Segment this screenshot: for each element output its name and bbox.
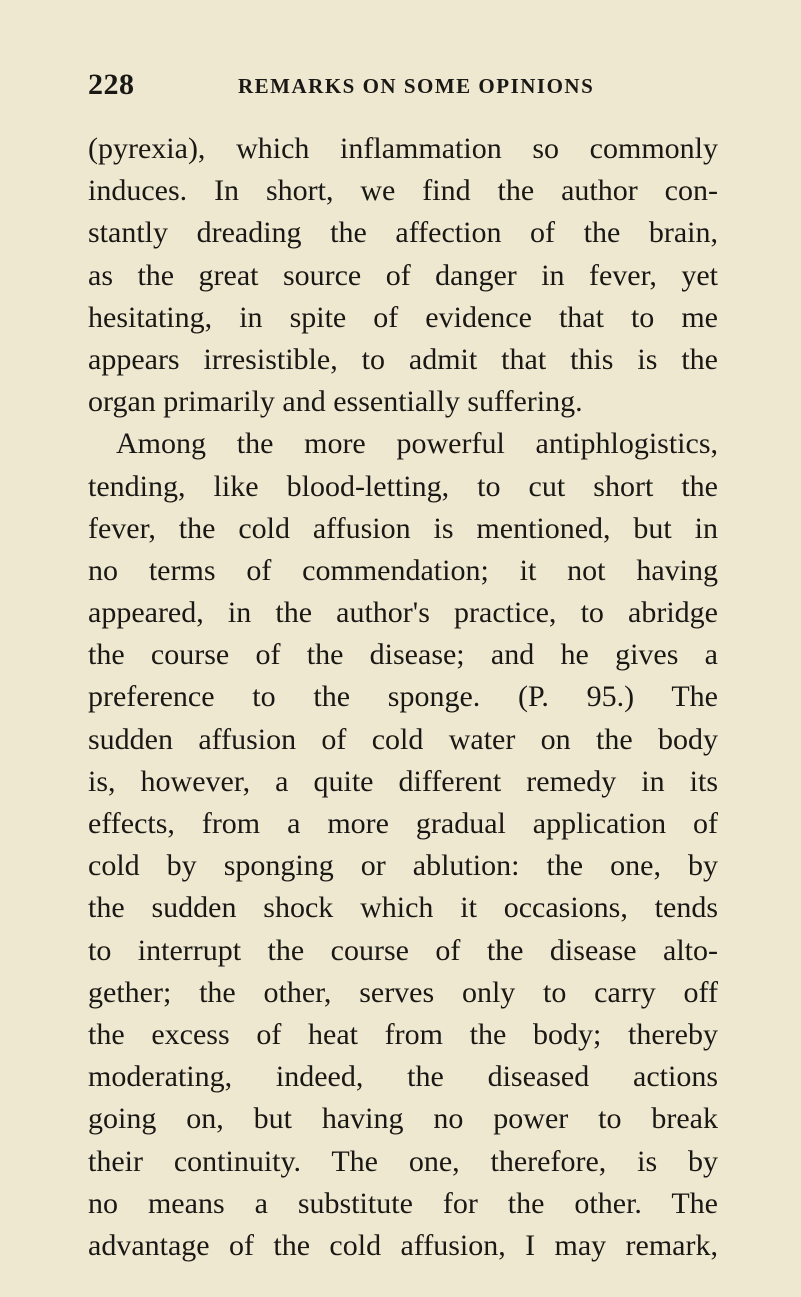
text-line: effects, from a more gradual application of <box>88 807 718 840</box>
text-line: is, however, a quite different remedy in its <box>88 764 718 798</box>
text-line: induces. In short, we find the author con- <box>88 174 718 208</box>
text-line: their continuity. The one, therefore, is by <box>88 1144 718 1178</box>
text-line: sudden affusion of cold water on the body <box>88 722 718 756</box>
text-line: no means a substitute for the other. The <box>88 1186 718 1220</box>
text-line: moderating, indeed, the diseased actions <box>88 1060 718 1094</box>
text-line: tending, like blood-letting, to cut short the <box>88 469 718 503</box>
text-line: going on, but having no power to break <box>88 1102 718 1136</box>
text-line: as the great source of danger in fever, yet <box>88 258 718 292</box>
page-number: 228 <box>88 68 135 101</box>
text-line: Among the more powerful antiphlogistics, <box>116 427 718 461</box>
text-line: hesitating, in spite of evidence that to me <box>88 300 718 334</box>
text-line: preference to the sponge. (P. 95.) The <box>88 680 718 714</box>
text-line: cold by sponging or ablution: the one, by <box>88 849 718 883</box>
body-text <box>88 128 718 1267</box>
text-line: the excess of heat from the body; thereby <box>88 1017 718 1051</box>
text-line: no terms of commendation; it not having <box>88 553 718 587</box>
text-line: stantly dreading the affection of the brain, <box>88 216 718 250</box>
text-line: gether; the other, serves only to carry off <box>88 975 718 1009</box>
text-line: fever, the cold affusion is mentioned, but in <box>88 511 718 545</box>
text-line: the course of the disease; and he gives a <box>88 638 718 672</box>
text-line: the sudden shock which it occasions, tends <box>88 891 718 925</box>
text-line: appeared, in the author's practice, to abridge <box>88 596 718 630</box>
page-header <box>88 68 708 104</box>
text-line: appears irresistible, to admit that this is the <box>88 342 718 376</box>
text-line: to interrupt the course of the disease alto- <box>88 933 718 967</box>
text-line: (pyrexia), which inflammation so commonly <box>88 132 718 165</box>
text-line: organ primarily and essentially suffering. <box>88 385 583 419</box>
running-head: REMARKS ON SOME OPINIONS <box>238 74 595 98</box>
text-line: advantage of the cold affusion, I may remark, <box>88 1228 718 1262</box>
